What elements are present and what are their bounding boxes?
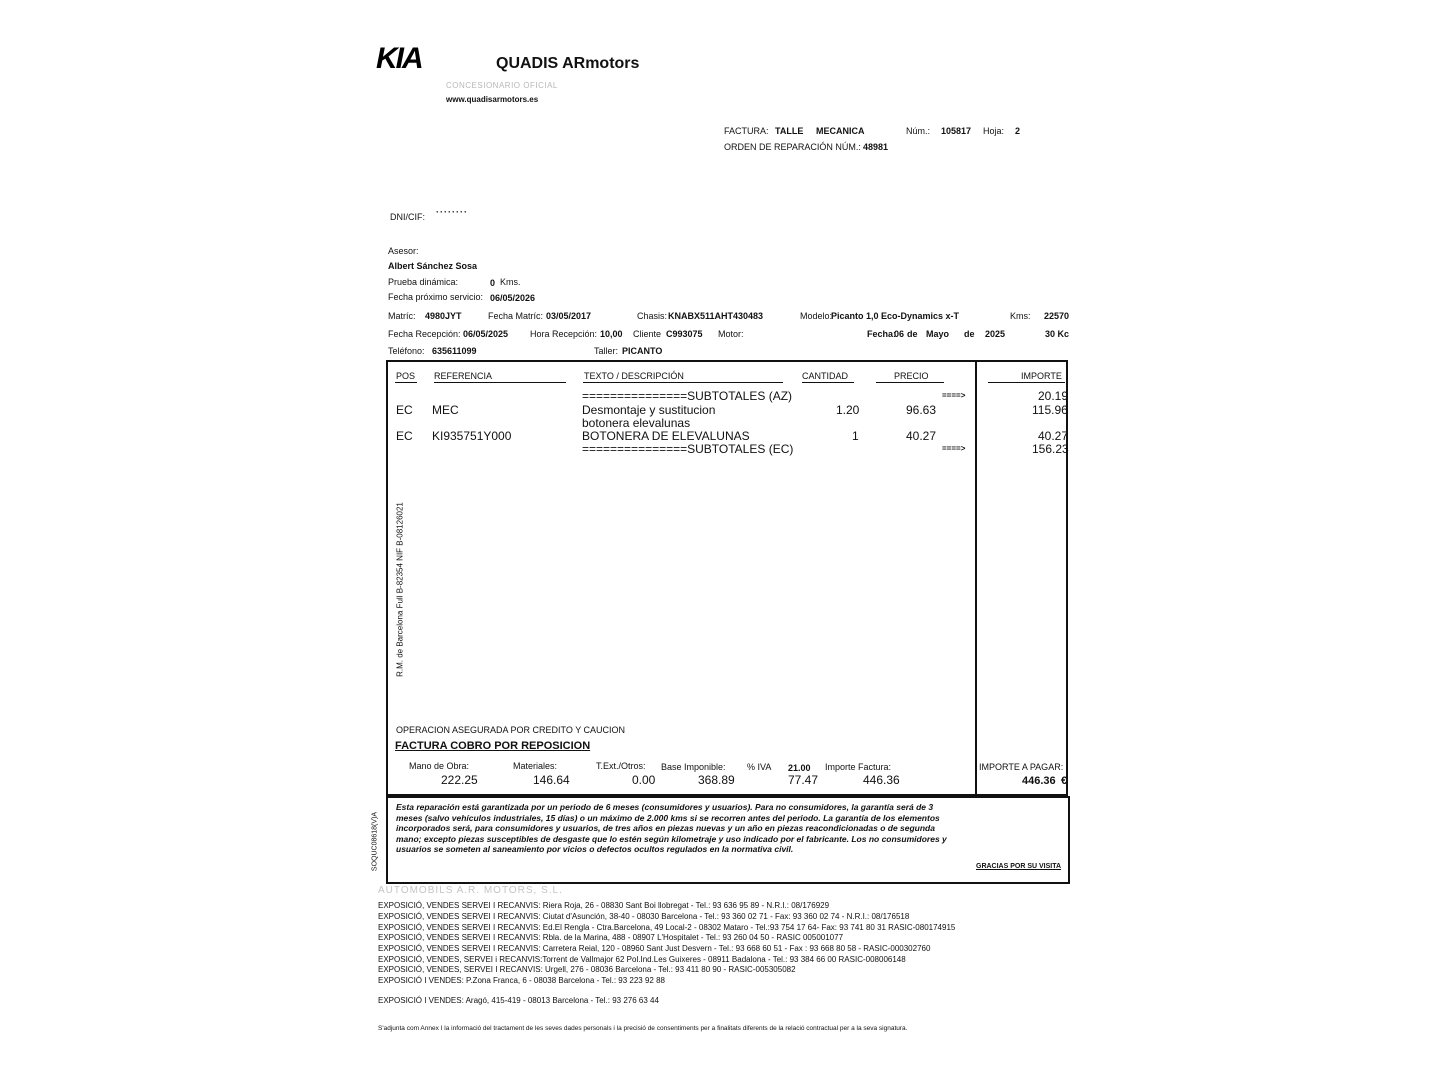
importe-pagar-value: 446.36 xyxy=(1022,775,1056,787)
fecha-label: Fecha: xyxy=(867,329,897,339)
subtotal-az-value: 20.19 xyxy=(1038,389,1069,403)
col-importe: IMPORTE xyxy=(1021,371,1062,381)
subtotal-ec-label: ===============SUBTOTALES (EC) xyxy=(582,442,794,456)
telefono-label: Teléfono: xyxy=(388,346,425,356)
side-code-vertical-text: SOQUC08618(V)A xyxy=(371,811,379,872)
row-1-ref: MEC xyxy=(432,403,459,417)
cantidad-underline xyxy=(802,382,854,383)
factura-cobro-title: FACTURA COBRO POR REPOSICION xyxy=(395,740,591,752)
dealer-name: QUADIS ARmotors xyxy=(496,55,640,72)
footer-line-8: EXPOSICIÓ I VENDES: P.Zona Franca, 6 - 08038 Barcelona - Tel.: 93 223 92 88 xyxy=(378,976,665,985)
currency-symbol: € xyxy=(1061,775,1068,787)
base-value: 368.89 xyxy=(698,773,735,787)
hoja-label: Hoja: xyxy=(983,126,1005,136)
col-precio: PRECIO xyxy=(894,371,929,381)
footer-line-7: EXPOSICIÓ, VENDES, SERVEI I RECANVIS: Urgell, 276 - 08036 Barcelona - Tel.: 93 411 80 90 - RASIC-005305082 xyxy=(378,965,796,974)
num-value: 105817 xyxy=(941,126,972,136)
kc-value: 30 Kc xyxy=(1045,329,1070,339)
text-otros-value: 0.00 xyxy=(632,773,656,787)
importe-factura-value: 446.36 xyxy=(863,773,900,787)
fecha-month: Mayo xyxy=(926,329,950,339)
cliente-value: C993075 xyxy=(666,329,703,339)
orden-label: ORDEN DE REPARACIÓN NÚM.: xyxy=(724,142,861,152)
footer-line-5: EXPOSICIÓ, VENDES SERVEI I RECANVIS: Carretera Reial, 120 - 08960 Sant Just Desvern - Tel.: 93 668 60 51 - Fax : 93 668 80 58 - RASIC-000302760 xyxy=(378,944,931,953)
row-1-cantidad: 1.20 xyxy=(836,403,860,417)
footer-last-line: EXPOSICIÓ I VENDES: Aragó, 415-419 - 08013 Barcelona - Tel.: 93 276 63 44 xyxy=(378,996,659,1005)
kia-logo xyxy=(376,44,476,77)
cliente-label: Cliente xyxy=(633,329,662,339)
dni-label: DNI/CIF: xyxy=(390,212,425,222)
base-label: Base Imponible: xyxy=(661,762,726,772)
taller-label: Taller: xyxy=(594,346,619,356)
row-1-importe: 115.96 xyxy=(1032,403,1068,417)
ref-underline xyxy=(434,382,566,383)
hora-recepcion-value: 10,00 xyxy=(600,329,623,339)
mano-obra-value: 222.25 xyxy=(441,773,478,787)
fecha-recepcion-label: Fecha Recepción: xyxy=(388,329,461,339)
importe-divider xyxy=(975,362,977,794)
modelo-label: Modelo: xyxy=(800,311,833,321)
subtotal-ec-value: 156.23 xyxy=(1032,442,1069,456)
num-label: Núm.: xyxy=(906,126,931,136)
factura-label: FACTURA: xyxy=(724,126,769,136)
orden-value: 48981 xyxy=(863,142,889,152)
iva-value: 77.47 xyxy=(788,773,819,787)
row-2-importe: 40.27 xyxy=(1038,429,1069,443)
kms-value: 22570 xyxy=(1044,311,1070,321)
hoja-value: 2 xyxy=(1015,126,1021,136)
fecha-matric-label: Fecha Matríc: xyxy=(488,311,544,321)
row-2-pos: EC xyxy=(396,429,413,443)
telefono-value: 635611099 xyxy=(432,346,477,356)
operacion-note: OPERACION ASEGURADA POR CREDITO Y CAUCION xyxy=(396,725,626,735)
factura-value: TALLE xyxy=(775,126,804,136)
gracias-text: GRACIAS POR SU VISITA xyxy=(976,863,1062,870)
hora-recepcion-label: Hora Recepción: xyxy=(530,329,598,339)
motor-label: Motor: xyxy=(718,329,744,339)
fecha-year: 2025 xyxy=(985,329,1006,339)
fecha-servicio-label: Fecha próximo servicio: xyxy=(388,292,484,302)
chasis-label: Chasis: xyxy=(637,311,668,321)
mano-obra-label: Mano de Obra: xyxy=(409,761,470,771)
text-otros-label: T.Ext./Otros: xyxy=(596,761,646,771)
iva-label: % IVA xyxy=(747,762,772,772)
footer-line-4: EXPOSICIÓ, VENDES SERVEI I RECANVIS: Rbla. de la Marina, 488 - 08907 L'Hospitalet - Tel.: 93 260 04 50 - RASIC 005001077 xyxy=(378,933,844,942)
fecha-day: 06 xyxy=(894,329,905,339)
row-1-precio: 96.63 xyxy=(906,403,937,417)
texto-underline xyxy=(583,382,783,383)
dealer-website: www.quadisarmotors.es xyxy=(446,95,539,104)
row-1-desc2: botonera elevalunas xyxy=(582,416,691,430)
kms-label: Kms: xyxy=(1010,311,1031,321)
taller-value: PICANTO xyxy=(622,346,663,356)
col-cantidad: CANTIDAD xyxy=(802,371,849,381)
pos-underline xyxy=(395,382,417,383)
prueba-label: Prueba dinámica: xyxy=(388,277,459,287)
importe-factura-label: Importe Factura: xyxy=(825,762,892,772)
precio-underline xyxy=(876,382,944,383)
row-1-pos: EC xyxy=(396,403,413,417)
footer-line-6: EXPOSICIÓ, VENDES, SERVEI i RECANVIS:Torrent de Vallmajor 62 Pol.Ind.Les Guixeres - 08911 Badalona - Tel.: 93 384 66 00 RASIC-008006148 xyxy=(378,955,906,964)
iva-pct: 21.00 xyxy=(788,763,811,773)
materiales-label: Materiales: xyxy=(513,761,558,771)
importe-pagar-label: IMPORTE A PAGAR: xyxy=(979,762,1064,772)
registry-vertical-text: R.M. de Barcelona Full B-82354 NIF B-08126021 xyxy=(395,502,405,677)
prueba-unit: Kms. xyxy=(500,277,521,287)
row-2-cantidad: 1 xyxy=(852,429,859,443)
col-texto: TEXTO / DESCRIPCIÓN xyxy=(584,371,684,381)
dni-value: ········ xyxy=(436,207,468,217)
row-1-desc1: Desmontaje y sustitucion xyxy=(582,403,716,417)
matric-label: Matríc: xyxy=(388,311,416,321)
fecha-recepcion-value: 06/05/2025 xyxy=(463,329,509,339)
fecha-matric-value: 03/05/2017 xyxy=(546,311,592,321)
chasis-value: KNABX511AHT430483 xyxy=(668,311,764,321)
row-2-precio: 40.27 xyxy=(906,429,937,443)
importe-underline xyxy=(988,382,1065,383)
footer-line-1: EXPOSICIÓ, VENDES SERVEI I RECANVIS: Riera Roja, 26 - 08830 Sant Boi llobregat - Tel.: 93 636 95 89 - N.R.I.: 08/176929 xyxy=(378,901,830,910)
col-pos: POS xyxy=(396,371,416,381)
kia-logo-text: KIA xyxy=(376,44,422,72)
prueba-value: 0 xyxy=(490,278,496,288)
matric-value: 4980JYT xyxy=(425,311,462,321)
footer-company: AUTOMOBILS A.R. MOTORS, S.L. xyxy=(378,885,563,896)
fecha-de-2: de xyxy=(964,329,975,339)
col-referencia: REFERENCIA xyxy=(434,371,493,381)
subtotal-az-label: ===============SUBTOTALES (AZ) xyxy=(582,389,793,403)
materiales-value: 146.64 xyxy=(533,773,570,787)
footer-legal: S'adjunta com Annex I la informació del tractament de les seves dades personals i la precisió de consentiments per a finalitats diferents de la relació contractual per a la seva signatura. xyxy=(378,1025,908,1032)
warranty-text: Esta reparación está garantizada por un periodo de 6 meses (consumidores y usuarios). Para no consumidores, la garantía será de 3 meses (salvo vehículos industriales, 15 días) o un máximo de 2.000 kms si se recorren antes del periodo. La garantía de los elementos incorporados será, para consumidores y usuarios, de tres años en piezas nuevas y un año en piezas reacondicionadas o de segunda mano; excepto piezas susceptibles de desgaste que lo estén según kilometraje y uso indicado por el fabricante. Los no consumidores y usuarios se someten al saneamiento por vicios o defectos ocultos regulados en la normativa civil. xyxy=(396,802,947,854)
asesor-label: Asesor: xyxy=(388,246,419,256)
modelo-value: Picanto 1,0 Eco-Dynamics x-T xyxy=(831,311,960,321)
asesor-value: Albert Sánchez Sosa xyxy=(388,261,478,271)
fecha-servicio-value: 06/05/2026 xyxy=(490,293,536,303)
dealer-subtitle: CONCESIONARIO OFICIAL xyxy=(446,81,558,90)
row-2-ref: KI935751Y000 xyxy=(432,429,512,443)
factura-type: MECANICA xyxy=(816,126,865,136)
footer-line-2: EXPOSICIÓ, VENDES SERVEI I RECANVIS: Ciutat d'Asunción, 38-40 - 08030 Barcelona - Tel.: 93 360 02 71 - Fax: 93 360 02 74 - N.R.I.: 08/176518 xyxy=(378,912,910,921)
row-2-desc1: BOTONERA DE ELEVALUNAS xyxy=(582,429,750,443)
footer-line-3: EXPOSICIÓ, VENDES SERVEI I RECANVIS: Ed.El Rengla - Ctra.Barcelona, 49 Local-2 - 08302 Mataro - Tel.:93 754 17 64- Fax: 93 741 80 31 RASIC-080174915 xyxy=(378,923,956,932)
fecha-de-1: de xyxy=(907,329,918,339)
subtotal-ec-arrow: ====> xyxy=(942,444,966,453)
subtotal-az-arrow: ====> xyxy=(942,391,966,400)
